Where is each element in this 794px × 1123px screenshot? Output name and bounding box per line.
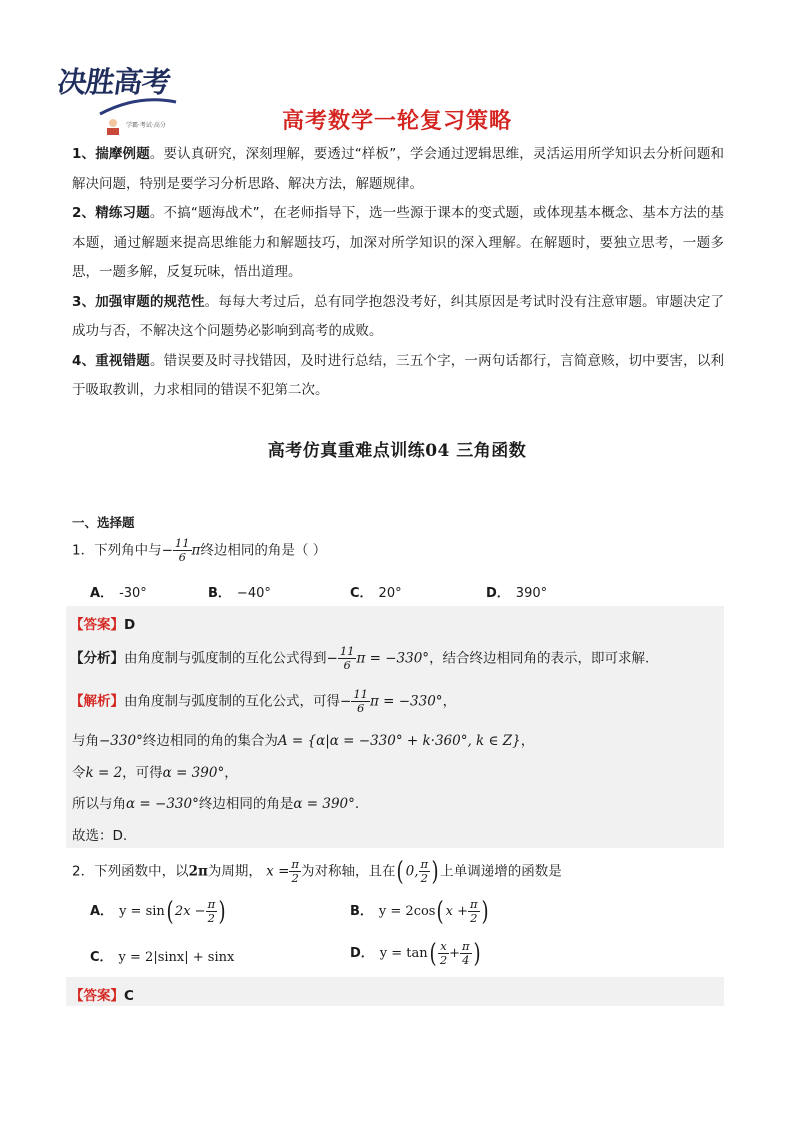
- frac-num: π: [291, 857, 299, 871]
- tip-heading: 加强审题的规范性: [95, 293, 205, 310]
- strategy-tips: [72, 140, 724, 406]
- math: k = 2: [85, 765, 123, 781]
- answer-tag: 【答案】: [70, 988, 124, 1004]
- answer-line: [70, 613, 135, 633]
- answer-block: [66, 977, 724, 1006]
- option-label: B．: [350, 904, 373, 919]
- stem-text: 为周期，: [207, 863, 262, 880]
- solution-line-3: [72, 761, 238, 781]
- math: α = 390°: [162, 765, 225, 781]
- option-c[interactable]: [90, 946, 234, 965]
- page-title: 高考数学一轮复习策略: [281, 109, 512, 134]
- left-paren: (: [437, 896, 445, 927]
- math: 2x −: [174, 904, 206, 919]
- stem-text: 下列函数中，以: [94, 863, 189, 880]
- frac-num: π: [462, 939, 470, 953]
- tip-number: 2、: [72, 205, 96, 221]
- left-paren: (: [429, 938, 437, 969]
- logo-text: 决胜高考: [55, 65, 173, 99]
- tip-body: 。不搞“题海战术”，在老师指导下，选一些源于课本的变式题，或体现基本概念、基本方法的基本题，通过解题来提高思维能力和解题技巧，加深对所学知识的深入理解。在解题时，要独立思考，一题多思，一题多解，反复玩味，悟出道理。: [72, 205, 724, 280]
- fraction: [438, 940, 449, 967]
- frac-den: 2: [291, 871, 299, 885]
- math: +: [449, 946, 461, 961]
- set-expression: A = {α|α = −330° + k·360°, k ∈ Z}: [277, 733, 521, 749]
- stem-text: 下列角中与: [94, 542, 162, 559]
- solution-tag: 【解析】: [70, 693, 124, 710]
- question-1-stem: [72, 537, 326, 564]
- question-2-stem: [72, 858, 562, 885]
- math: x =: [266, 863, 290, 880]
- option-label: C．: [90, 950, 113, 965]
- solution-text: 由角度制与弧度制的互化公式，可得: [124, 693, 340, 710]
- period-value: 2π: [188, 863, 208, 880]
- math: y = 2cos: [378, 904, 436, 919]
- fraction: [289, 858, 301, 885]
- solution-text: ，: [224, 765, 238, 781]
- solution-text: 与角: [72, 733, 99, 749]
- math: y = 2|sinx| + sinx: [118, 950, 235, 965]
- math: α = 390°: [293, 796, 355, 812]
- frac-den: 6: [343, 658, 351, 672]
- option-d[interactable]: [350, 940, 482, 967]
- solution-line-4: [72, 792, 359, 812]
- right-paren: ): [431, 856, 439, 887]
- tip-4: [72, 347, 724, 406]
- fraction: [206, 898, 218, 925]
- frac-num: 11: [174, 536, 190, 550]
- fraction: [173, 537, 192, 564]
- option-label: D．: [486, 586, 510, 601]
- math: x +: [445, 904, 468, 919]
- math: y = tan: [379, 946, 428, 961]
- option-label: D．: [350, 946, 374, 961]
- option-text: -30°: [119, 586, 147, 601]
- answer-value: C: [124, 988, 134, 1004]
- solution-line-1: [70, 688, 456, 715]
- equation: = −330°: [365, 650, 430, 667]
- frac-num: π: [470, 897, 478, 911]
- pi-symbol: π: [356, 650, 366, 667]
- tip-heading: 重视错题: [95, 352, 150, 369]
- option-label: A．: [90, 904, 114, 919]
- tip-2: [72, 199, 724, 288]
- solution-text: ，可得: [122, 765, 163, 781]
- frac-num: 11: [353, 687, 368, 701]
- frac-num: x: [438, 940, 449, 954]
- frac-den: 2: [420, 871, 428, 885]
- solution-line-2: [72, 729, 534, 749]
- option-text: 20°: [378, 586, 402, 601]
- fraction: [351, 688, 370, 715]
- tip-body: 。每每大考过后，总有同学抱怨没考好，纠其原因是考试时没有注意审题。审题决定了成功与否，不解决这个问题势必影响到高考的成败。: [72, 293, 725, 339]
- option-label: A．: [90, 586, 114, 601]
- option-c[interactable]: [350, 582, 402, 601]
- question-number: 1．: [72, 542, 95, 559]
- minus-sign: −: [326, 650, 338, 667]
- section-title: 高考仿真重难点训练04 三角函数: [267, 441, 527, 461]
- option-a[interactable]: [90, 582, 147, 601]
- option-b[interactable]: [208, 582, 271, 601]
- option-b[interactable]: [350, 898, 490, 925]
- analysis-text: ，结合终边相同角的表示，即可求解.: [429, 650, 650, 667]
- tip-heading: 揣摩例题: [95, 146, 150, 162]
- stem-text: 上单调递增的函数是: [440, 863, 562, 880]
- minus-sign: −: [340, 693, 352, 710]
- solution-text: ，: [442, 693, 457, 710]
- right-paren: ): [218, 896, 226, 927]
- solution-text: 终边相同的角的集合为: [142, 733, 278, 749]
- tip-number: 3、: [72, 293, 96, 310]
- frac-den: 4: [462, 953, 470, 967]
- frac-den: 2: [470, 911, 478, 925]
- stem-text: 终边相同的角是（ ）: [200, 542, 327, 559]
- stem-text: 为对称轴，且在: [300, 863, 396, 880]
- tip-1: [72, 140, 724, 199]
- fraction: [460, 940, 472, 967]
- frac-num: 11: [339, 644, 355, 658]
- math: y = sin: [119, 904, 165, 919]
- logo-subtitle: 学霸·考试·高分: [126, 122, 166, 129]
- frac-den: 2: [439, 953, 448, 967]
- minus-sign: −: [161, 542, 173, 559]
- left-paren: (: [166, 896, 174, 927]
- solution-text: 所以与角: [72, 796, 126, 812]
- solution-text: 终边相同的角是: [198, 796, 294, 812]
- math: 0,: [405, 863, 419, 880]
- frac-den: 2: [207, 911, 215, 925]
- analysis-text: 由角度制与弧度制的互化公式得到: [124, 650, 327, 667]
- tip-3: [72, 288, 724, 347]
- right-paren: ): [473, 938, 481, 969]
- option-a[interactable]: [90, 898, 227, 925]
- math: α = −330°: [126, 796, 199, 812]
- right-paren: ): [481, 896, 489, 927]
- tip-heading: 精练习题: [95, 205, 150, 221]
- equation: = −330°: [378, 693, 443, 710]
- pi-symbol: π: [191, 542, 201, 559]
- frac-den: 6: [178, 550, 186, 564]
- analysis-tag: 【分析】: [70, 650, 124, 667]
- option-text: 390°: [515, 586, 548, 601]
- fraction: [419, 858, 431, 885]
- fraction: [468, 898, 480, 925]
- part-header: 一、选择题: [72, 515, 135, 530]
- option-text: −40°: [236, 586, 271, 601]
- frac-den: 6: [356, 701, 365, 715]
- answer-line: [70, 984, 134, 1004]
- option-label: C．: [350, 586, 373, 601]
- tip-body: 。要认真研究，深刻理解，要透过“样板”，学会通过逻辑思维，灵活运用所学知识去分析问题和解决问题，特别是要学习分析思路、解决方法，解题规律。: [72, 146, 724, 192]
- answer-value: D: [124, 617, 136, 633]
- left-paren: (: [396, 856, 405, 887]
- option-label: B．: [208, 586, 231, 601]
- tip-number: 4、: [72, 352, 96, 369]
- analysis-line: [70, 645, 649, 672]
- math: −330°: [99, 733, 143, 749]
- frac-num: π: [420, 857, 429, 871]
- frac-num: π: [207, 897, 216, 911]
- choose-line: 故选：D.: [72, 828, 128, 844]
- option-d[interactable]: [486, 582, 547, 601]
- tip-body: 。错误要及时寻找错因，及时进行总结，三五个字，一两句话都行，言简意赅，切中要害，以利于吸取教训，力求相同的错误不犯第二次。: [72, 352, 725, 398]
- solution-text: ，: [520, 733, 535, 749]
- solution-text: 令: [72, 765, 86, 781]
- tip-number: 1、: [72, 146, 96, 162]
- pi-symbol: π: [369, 693, 379, 710]
- solution-text: .: [354, 796, 360, 812]
- question-number: 2．: [72, 863, 95, 880]
- answer-tag: 【答案】: [70, 617, 124, 633]
- fraction: [338, 645, 357, 672]
